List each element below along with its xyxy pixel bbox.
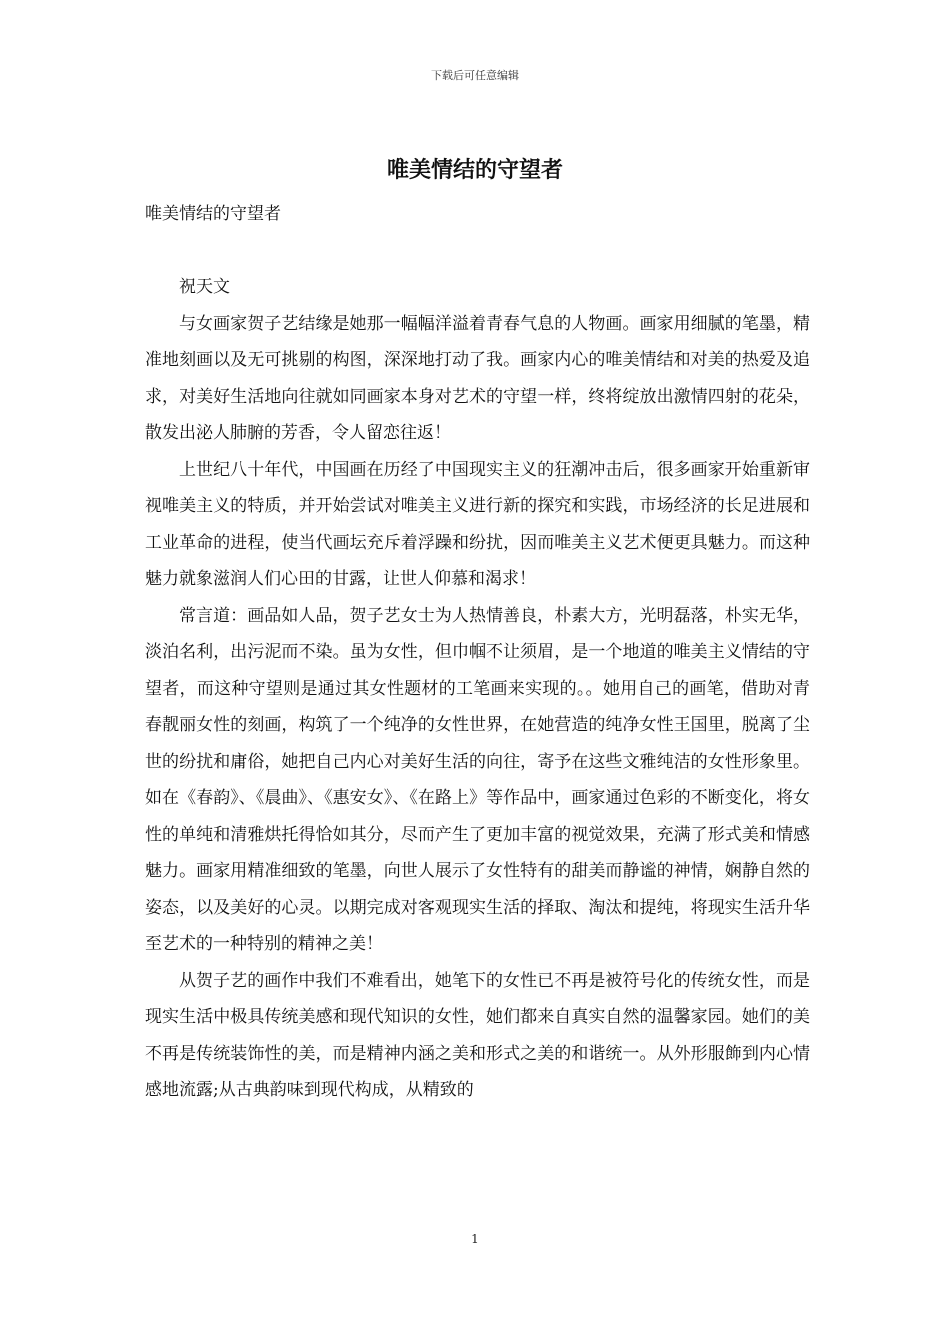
paragraph: 从贺子艺的画作中我们不难看出，她笔下的女性已不再是被符号化的传统女性，而是现实生活中极具传统美感和现代知识的女性，她们都来自真实自然的温馨家园。她们的美不再是传统装饰性的美，而是精神内涵之美和形式之美的和谐统一。从外形服飾到内心情感地流露;从古典韵味到现代构成，从精致的 xyxy=(145,970,810,1100)
blank-line xyxy=(145,233,810,270)
paragraph: 上世纪八十年代，中国画在历经了中国现实主义的狂潮冲击后，很多画家开始重新审视唯美主义的特质，并开始尝试对唯美主义进行新的探究和实践，市场经济的长足进展和工业革命的进程，使当代画坛充斥着浮躁和纷扰，因而唯美主义艺术便更具魅力。而这种魅力就象滋润人们心田的甘露，让世人仰慕和渴求！ xyxy=(145,459,810,589)
header-note: 下载后可任意编辑 xyxy=(431,69,519,82)
document-body xyxy=(145,196,810,1109)
paragraph: 与女画家贺子艺结缘是她那一幅幅洋溢着青春气息的人物画。画家用细腻的笔墨，精准地刻画以及无可挑剔的构图，深深地打动了我。画家内心的唯美情结和对美的热爱及追求，对美好生活地向往就如同画家本身对艺术的守望一样，终将绽放出激情四射的花朵，散发出泌人肺腑的芳香，令人留恋往返！ xyxy=(145,313,810,443)
author-line: 祝天文 xyxy=(179,277,230,297)
document-subtitle: 唯美情结的守望者 xyxy=(145,204,281,224)
page-number: 1 xyxy=(471,1232,479,1246)
document-title: 唯美情结的守望者 xyxy=(386,157,563,183)
paragraph: 常言道：画品如人品，贺子艺女士为人热情善良，朴素大方，光明磊落，朴实无华，淡泊名利，出污泥而不染。虽为女性，但巾帼不让须眉，是一个地道的唯美主义情结的守望者，而这种守望则是通过其女性题材的工笔画来实现的。。她用自己的画笔，借助对青春靓丽女性的刻画，构筑了一个纯净的女性世界，在她营造的纯净女性王国里，脱离了尘世的纷扰和庸俗，她把自己内心对美好生活的向往，寄予在这些文雅纯洁的女性形象里。如在《春韵》、《晨曲》、《惠安女》、《在路上》等作品中，画家通过色彩的不断变化，将女性的单纯和清雅烘托得恰如其分，尽而产生了更加丰富的视觉效果，充满了形式美和情感魅力。画家用精准细致的笔墨，向世人展示了女性特有的甜美而静谧的神情，娴静自然的姿态，以及美好的心灵。以期完成对客观现实生活的择取、淘汰和提纯，将现实生活升华至艺术的一种特别的精神之美！ xyxy=(145,605,810,954)
